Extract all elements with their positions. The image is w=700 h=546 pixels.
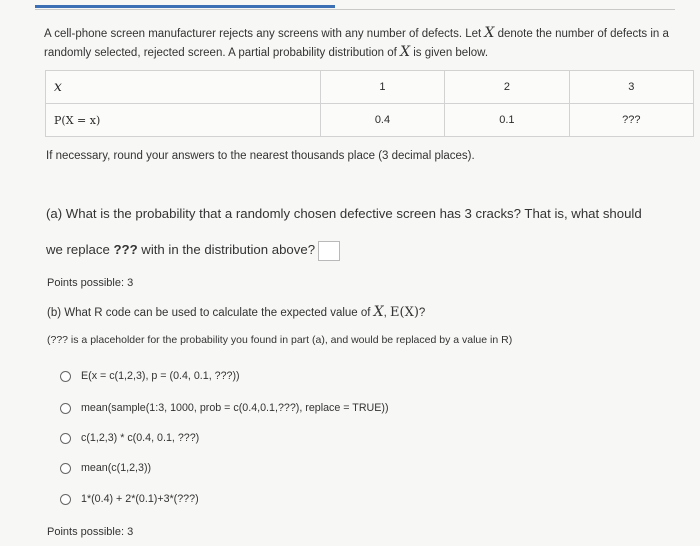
points-possible-a: Points possible: 3	[47, 277, 134, 289]
option-label: mean(sample(1:3, 1000, prob = c(0.4,0.1,???), replace = TRUE))	[81, 402, 389, 414]
placeholder-bold: ???	[113, 242, 138, 257]
table-cell-x3: 3	[569, 71, 693, 104]
table-cell-p1: 0.4	[320, 104, 444, 137]
intro-var-x: X	[484, 25, 495, 41]
option-1[interactable]	[60, 370, 240, 382]
option-label: mean(c(1,2,3))	[81, 462, 152, 474]
table-row-x	[46, 71, 694, 104]
answer-input-part-a[interactable]	[318, 241, 340, 261]
radio-icon[interactable]	[60, 433, 71, 444]
radio-icon[interactable]	[60, 494, 71, 505]
table-cell-x1: 1	[320, 71, 444, 104]
intro-var-x-2: X	[400, 44, 411, 60]
part-b-var-x: X	[373, 304, 384, 320]
intro-text-2: denote the number of defects in a randomly selected, rejected screen. A partial probability distribution of	[44, 28, 669, 59]
top-accent-bar	[35, 5, 335, 8]
top-divider	[35, 9, 675, 10]
table-header-x: x	[46, 71, 321, 104]
option-4[interactable]	[60, 462, 151, 474]
table-cell-p2: 0.1	[445, 104, 569, 137]
option-5[interactable]	[60, 493, 199, 505]
option-label: c(1,2,3) * c(0.4, 0.1, ???)	[81, 432, 200, 444]
radio-icon[interactable]	[60, 463, 71, 474]
intro-text-3: is given below.	[410, 47, 489, 59]
radio-icon[interactable]	[60, 371, 71, 382]
option-label: 1*(0.4) + 2*(0.1)+3*(???)	[81, 493, 199, 505]
table-header-prob: P(X = x)	[46, 104, 321, 137]
points-possible-b: Points possible: 3	[47, 526, 134, 538]
part-a-question	[46, 196, 696, 268]
table-row-prob	[46, 104, 694, 137]
option-label: E(x = c(1,2,3), p = (0.4, 0.1, ???))	[81, 370, 240, 382]
option-2[interactable]	[60, 402, 389, 414]
part-b-note: (??? is a placeholder for the probability you found in part (a), and would be replaced by a value in R)	[47, 334, 513, 346]
probability-distribution-table	[45, 70, 694, 137]
intro-text-1: A cell-phone screen manufacturer rejects any screens with any number of defects. Let	[44, 28, 485, 40]
part-a-line-2: we replace ??? with in the distribution above?	[46, 232, 696, 268]
part-b-question: (b) What R code can be used to calculate the expected value of X, E(X)?	[47, 304, 426, 320]
expectation-notation: E(X)	[390, 305, 419, 320]
part-a-line-1: (a) What is the probability that a randomly chosen defective screen has 3 cracks? That is, what should	[46, 206, 642, 221]
option-3[interactable]	[60, 432, 199, 444]
rounding-hint: If necessary, round your answers to the nearest thousands place (3 decimal places).	[46, 150, 475, 162]
problem-intro	[44, 24, 684, 62]
radio-icon[interactable]	[60, 403, 71, 414]
table-cell-p3: ???	[569, 104, 693, 137]
table-cell-x2: 2	[445, 71, 569, 104]
